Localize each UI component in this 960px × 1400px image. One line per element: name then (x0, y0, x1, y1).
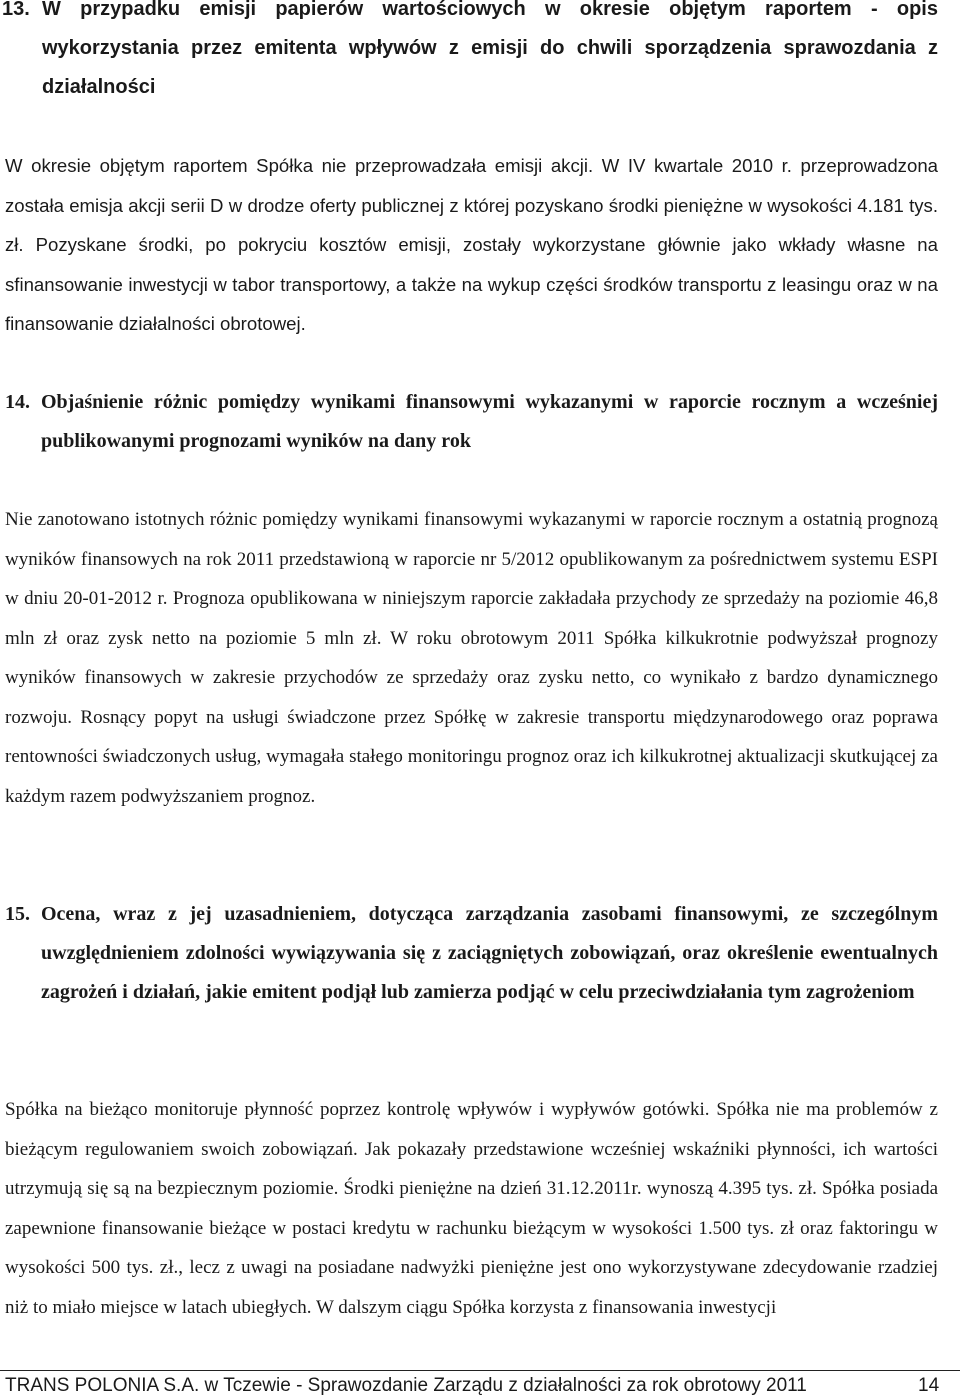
section-15-body: Spółka na bieżąco monitoruje płynność poprzez kontrolę wpływów i wypływów gotówki. Spółka nie ma problemów z bieżącym regulowaniem swoich zobowiązań. Jak pokazały przedstawione wcześniej wskaźniki płynności, ich wartości utrzymują się są na bezpiecznym poziomie. Środki pieniężne na dzień 31.12.2011r. wynoszą 4.395 tys. zł. Spółka posiada zapewnione finansowanie bieżące w postaci kredytu w rachunku bieżącym w wysokości 1.500 tys. zł oraz faktoringu w wysokości 500 tys. zł., lecz z uwagi na posiadane nadwyżki pieniężne jest ono wykorzystywane zdecydowanie rzadziej niż to miało miejsce w latach ubiegłych. W dalszym ciągu Spółka korzysta z finansowania inwestycji (5, 1099, 938, 1318)
page-number: 14 (918, 1375, 940, 1396)
section-14-heading (5, 383, 938, 461)
section-15-heading (5, 895, 938, 1012)
section-13-body: W okresie objętym raportem Spółka nie przeprowadzała emisji akcji. W IV kwartale 2010 r. przeprowadzona została emisja akcji serii D w drodze oferty publicznej z której pozyskano środki pieniężne w wysokości 4.181 tys. zł. Pozyskane środki, po pokryciu kosztów emisji, zostały wykorzystane głównie jako wkłady własne na sfinansowanie inwestycji w tabor transportowy, a także na wykup części środków transportu z leasingu oraz w na finansowanie działalności obrotowej. (5, 155, 938, 334)
section-13-heading (2, 0, 938, 107)
section-15-title: Ocena, wraz z jej uzasadnieniem, dotycząca zarządzania zasobami finansowymi, ze szczególnym uwzględnieniem zdolności wywiązywania się z zaciągniętych zobowiązań, oraz określenie ewentualnych zagrożeń i działań, jakie emitent podjął lub zamierza podjąć w celu przeciwdziałania tym zagrożeniom (41, 903, 938, 1003)
footer-text: TRANS POLONIA S.A. w Tczewie - Sprawozdanie Zarządu z działalności za rok obrotowy 2011 (5, 1375, 807, 1396)
section-15-number: 15. (5, 903, 30, 925)
section-13-title: W przypadku emisji papierów wartościowych w okresie objętym raportem - opis wykorzystania przez emitenta wpływów z emisji do chwili sporządzenia sprawozdania z działalności (42, 0, 938, 98)
section-13-number: 13. (2, 0, 30, 20)
section-14-number: 14. (5, 391, 30, 413)
section-14-body: Nie zanotowano istotnych różnic pomiędzy wynikami finansowymi wykazanymi w raporcie rocznym a ostatnią prognozą wyników finansowych na rok 2011 przedstawioną w raporcie nr 5/2012 opublikowanym za pośrednictwem systemu ESPI w dniu 20-01-2012 r. Prognoza opublikowana w niniejszym raporcie zakładała przychody ze sprzedaży na poziomie 46,8 mln zł oraz zysk netto na poziomie 5 mln zł. W roku obrotowym 2011 Spółka kilkukrotnie podwyższał prognozy wyników finansowych w zakresie przychodów ze sprzedaży oraz zysku netto, co wynikało z bardzo dynamicznego rozwoju. Rosnący popyt na usługi świadczone przez Spółkę w zakresie transportu międzynarodowego oraz poprawa rentowności świadczonych usług, wymagała stałego monitoringu prognoz oraz ich kilkukrotnej aktualizacji skutkującej za każdym razem podwyższaniem prognoz. (5, 509, 938, 807)
page-footer (0, 1370, 960, 1399)
section-14-title: Objaśnienie różnic pomiędzy wynikami finansowymi wykazanymi w raporcie rocznym a wcześniej publikowanymi prognozami wyników na dany rok (41, 391, 938, 452)
